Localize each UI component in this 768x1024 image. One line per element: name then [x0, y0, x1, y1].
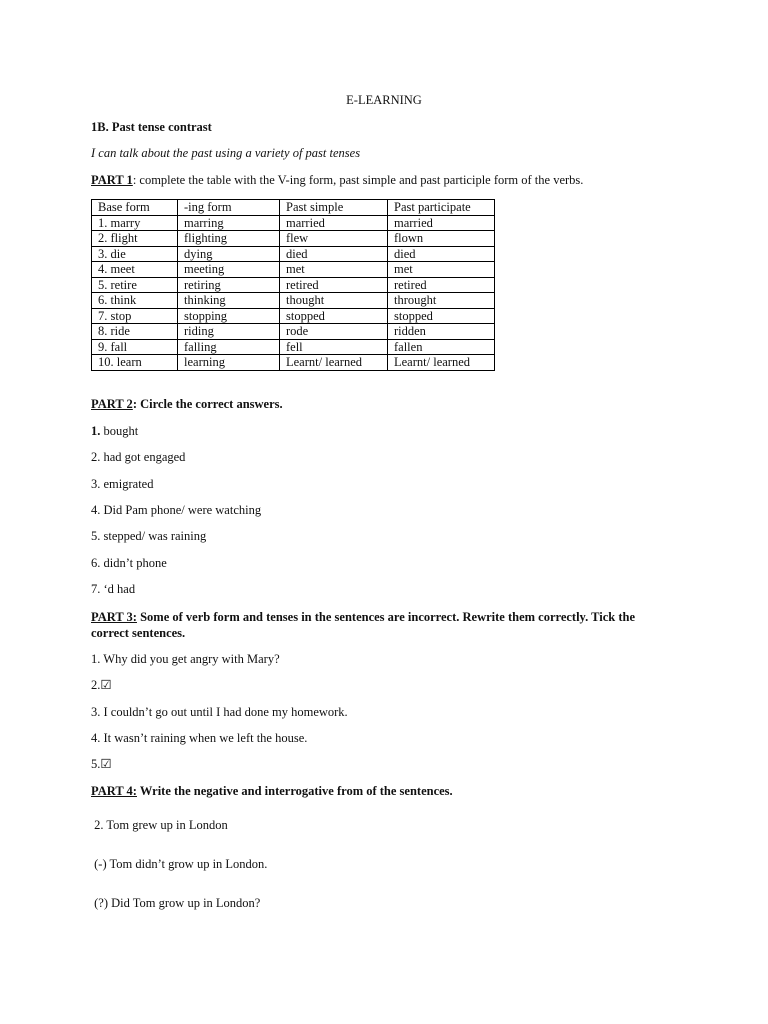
part2-answer-1: [91, 424, 138, 439]
part3-instruction: Some of verb form and tenses in the sentences are incorrect. Rewrite them correctly. Tick the correct sentences.: [91, 610, 636, 640]
table-cell: married: [280, 215, 388, 231]
table-cell: flighting: [178, 231, 280, 247]
table-cell: throught: [388, 293, 495, 309]
part2-answer-7: 7. ‘d had: [91, 582, 136, 596]
section-heading: 1B. Past tense contrast: [91, 120, 212, 134]
learning-objective: I can talk about the past using a variety of past tenses: [91, 146, 361, 160]
part2-answer-5: 5. stepped/ was raining: [91, 529, 207, 543]
table-cell: stopped: [388, 308, 495, 324]
table-cell: 9. fall: [92, 339, 178, 355]
table-cell: 2. flight: [92, 231, 178, 247]
table-cell: learning: [178, 355, 280, 371]
table-cell: Learnt/ learned: [388, 355, 495, 371]
table-cell: died: [280, 246, 388, 262]
answer-number: 1.: [91, 424, 101, 438]
part3-answer-4: 4. It wasn’t raining when we left the house.: [91, 731, 308, 745]
table-cell: 8. ride: [92, 324, 178, 340]
part2-answer-3: 3. emigrated: [91, 477, 154, 491]
table-cell: flown: [388, 231, 495, 247]
table-cell: fell: [280, 339, 388, 355]
table-cell: retired: [280, 277, 388, 293]
table-header-cell: Past simple: [280, 200, 388, 216]
table-header-row: [92, 200, 495, 216]
table-cell: retired: [388, 277, 495, 293]
part4-line-3: (?) Did Tom grow up in London?: [91, 896, 261, 910]
table-cell: fallen: [388, 339, 495, 355]
table-cell: retiring: [178, 277, 280, 293]
table-row: [92, 355, 495, 371]
part1-instruction: : complete the table with the V-ing form, past simple and past participle form of the verbs.: [132, 173, 584, 187]
part3-answer-5: 5.☑: [91, 757, 112, 771]
part2-answer-4: 4. Did Pam phone/ were watching: [91, 503, 262, 517]
answer-text: bought: [100, 424, 139, 438]
part4-heading: [91, 784, 453, 799]
table-cell: married: [388, 215, 495, 231]
table-header-cell: -ing form: [178, 200, 280, 216]
part3-answer-1: 1. Why did you get angry with Mary?: [91, 652, 280, 666]
table-cell: riding: [178, 324, 280, 340]
table-row: [92, 277, 495, 293]
table-cell: falling: [178, 339, 280, 355]
part3-label: PART 3:: [91, 610, 137, 624]
table-cell: met: [280, 262, 388, 278]
table-cell: 1. marry: [92, 215, 178, 231]
part4-line-2: (-) Tom didn’t grow up in London.: [91, 857, 268, 871]
part4-instruction: Write the negative and interrogative from of the sentences.: [136, 784, 453, 798]
table-cell: thinking: [178, 293, 280, 309]
table-row: [92, 262, 495, 278]
part2-answer-6: 6. didn’t phone: [91, 556, 167, 570]
table-header-cell: Past participate: [388, 200, 495, 216]
part2-instruction: : Circle the correct answers.: [132, 397, 283, 411]
part3-answer-3: 3. I couldn’t go out until I had done my homework.: [91, 705, 348, 719]
table-row: [92, 293, 495, 309]
part3-answer-2: 2.☑: [91, 678, 112, 692]
table-cell: 6. think: [92, 293, 178, 309]
table-cell: met: [388, 262, 495, 278]
table-cell: 4. meet: [92, 262, 178, 278]
table-row: [92, 231, 495, 247]
part2-label: PART 2: [91, 397, 133, 411]
part1-heading: [91, 173, 583, 188]
part2-answer-2: 2. had got engaged: [91, 450, 186, 464]
table-cell: flew: [280, 231, 388, 247]
document-title: E-LEARNING: [346, 93, 422, 107]
table-cell: 10. learn: [92, 355, 178, 371]
part2-heading: [91, 397, 283, 412]
part3-heading: [91, 609, 651, 641]
table-cell: meeting: [178, 262, 280, 278]
table-cell: thought: [280, 293, 388, 309]
table-cell: 5. retire: [92, 277, 178, 293]
table-cell: Learnt/ learned: [280, 355, 388, 371]
table-cell: ridden: [388, 324, 495, 340]
table-row: [92, 324, 495, 340]
table-row: [92, 246, 495, 262]
part4-line-1: 2. Tom grew up in London: [91, 818, 228, 832]
table-cell: stopping: [178, 308, 280, 324]
table-cell: died: [388, 246, 495, 262]
table-cell: marring: [178, 215, 280, 231]
table-cell: stopped: [280, 308, 388, 324]
table-header-cell: Base form: [92, 200, 178, 216]
table-cell: dying: [178, 246, 280, 262]
part1-label: PART 1: [91, 173, 133, 187]
table-cell: 3. die: [92, 246, 178, 262]
table-row: [92, 308, 495, 324]
table-cell: rode: [280, 324, 388, 340]
verb-forms-table: [91, 199, 495, 371]
table-row: [92, 339, 495, 355]
table-cell: 7. stop: [92, 308, 178, 324]
table-row: [92, 215, 495, 231]
part4-label: PART 4:: [91, 784, 137, 798]
